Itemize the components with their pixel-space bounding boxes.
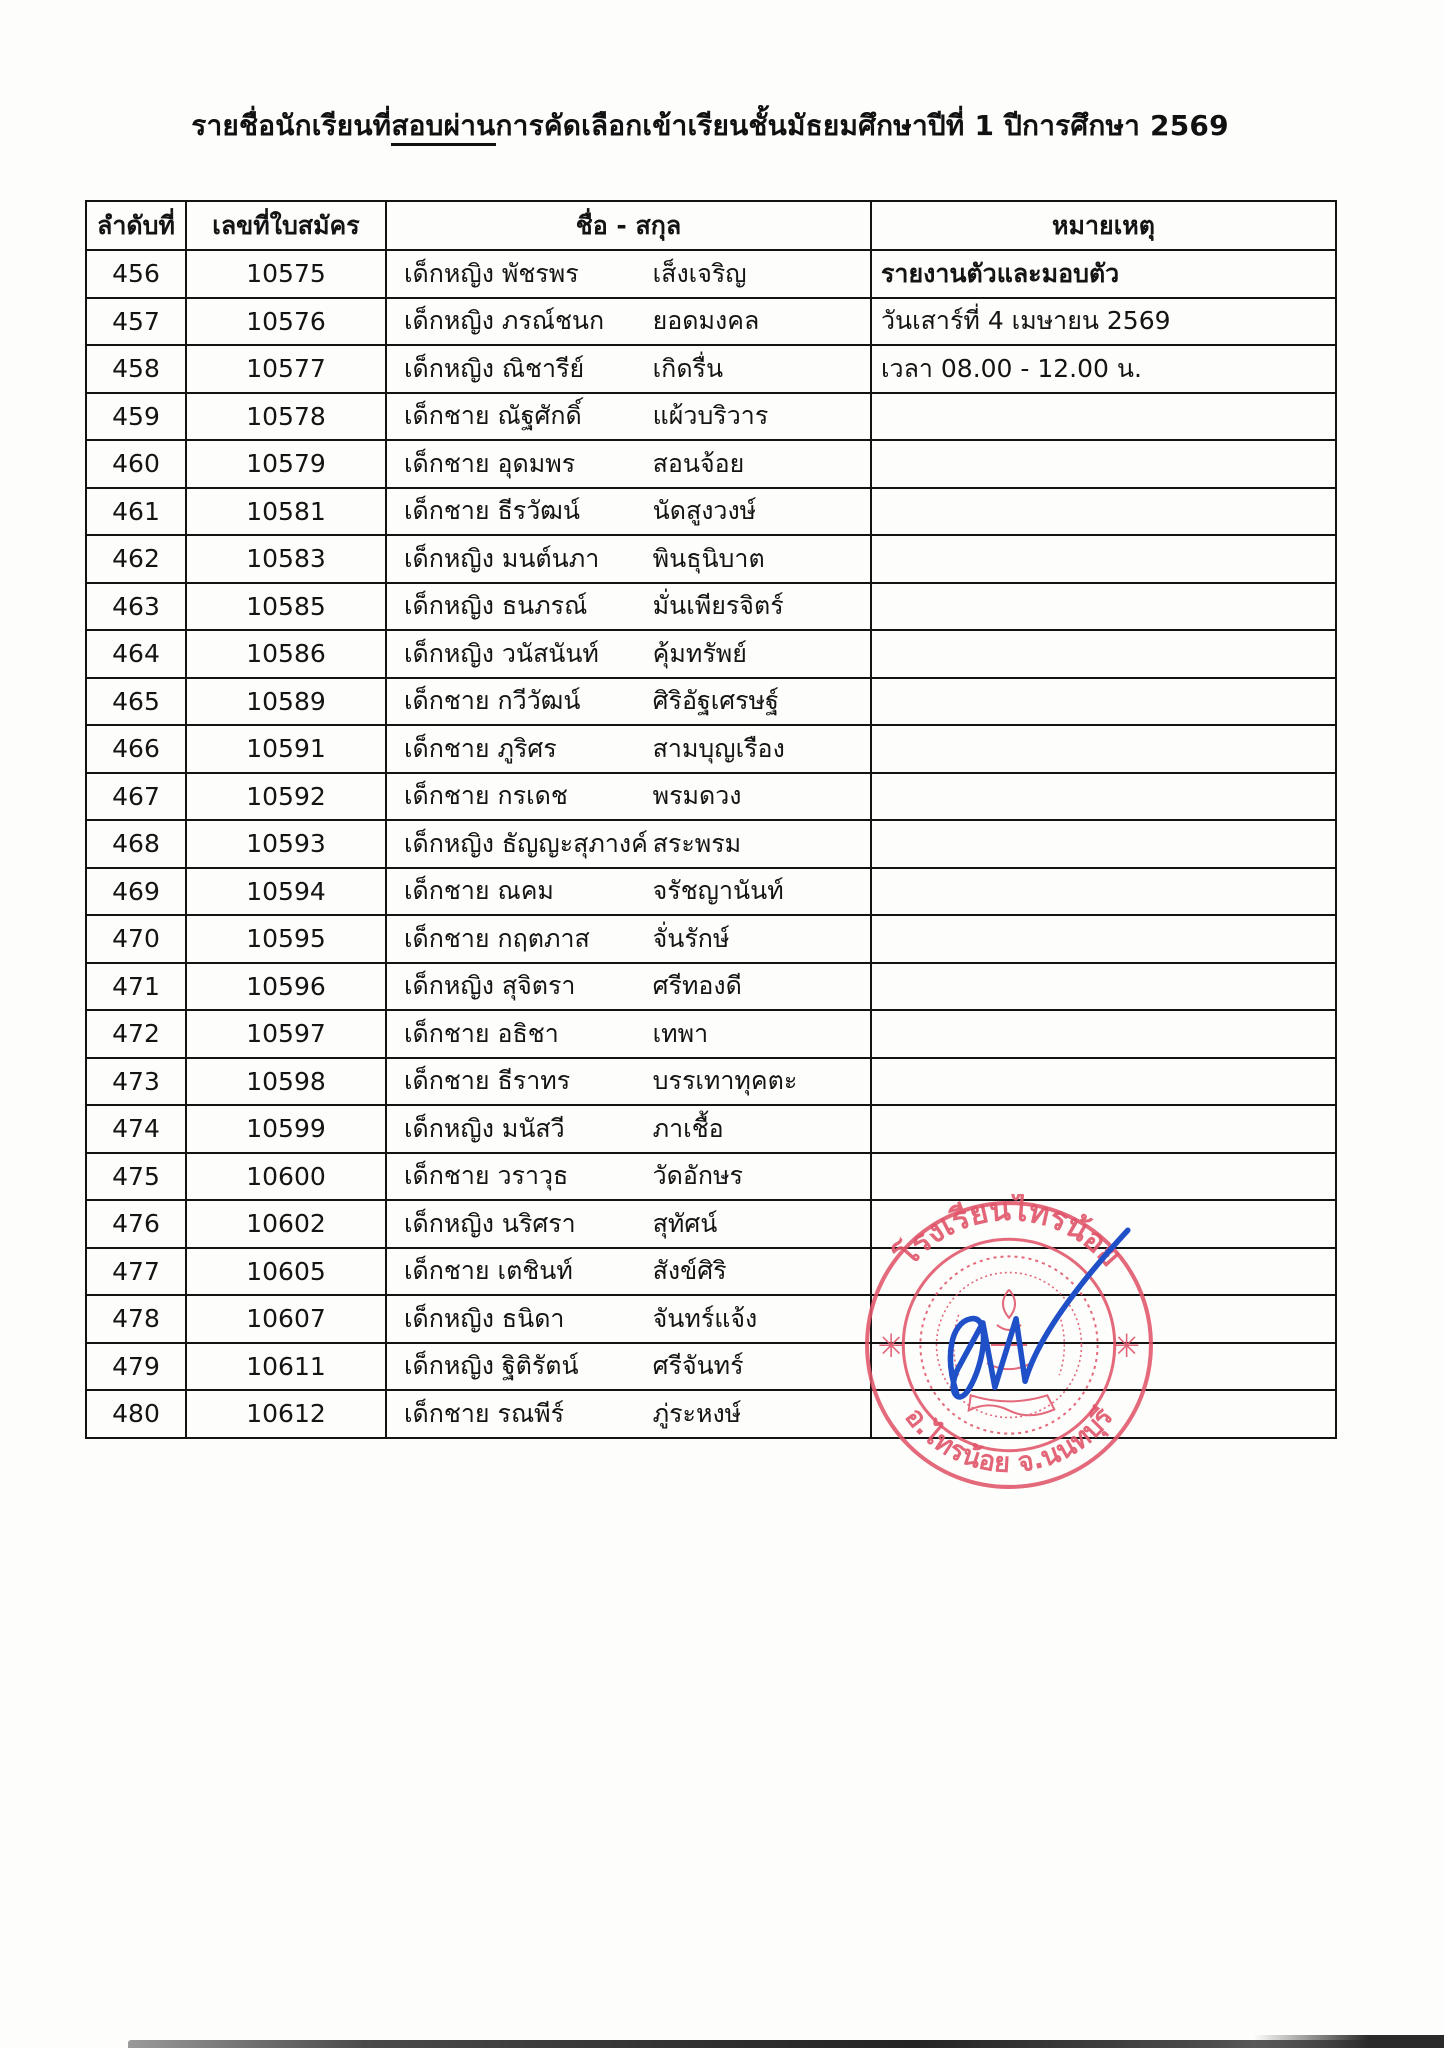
rank-cell: 464: [86, 630, 186, 678]
page-title: [85, 104, 1335, 148]
student-title-firstname: เด็กชาย ณัฐศักดิ์: [404, 401, 582, 431]
application-number-cell: 10612: [186, 1390, 386, 1438]
remark-cell: [871, 393, 1336, 441]
rank-cell: 459: [86, 393, 186, 441]
student-name-cell: [386, 1010, 871, 1058]
table-row: [86, 1248, 1336, 1296]
table-row: [86, 915, 1336, 963]
student-name-cell: [386, 298, 871, 346]
rank-cell: 467: [86, 773, 186, 821]
student-name-cell: [386, 488, 871, 536]
application-number-cell: 10583: [186, 535, 386, 583]
student-title-firstname: เด็กหญิง ธนิดา: [404, 1303, 565, 1333]
student-surname: ภาเชื้อ: [652, 1113, 724, 1143]
student-table: [85, 200, 1337, 1439]
student-surname: เกิดรื่น: [652, 353, 724, 383]
remark-cell: [871, 1295, 1336, 1343]
table-row: [86, 298, 1336, 346]
remark-cell: รายงานตัวและมอบตัว: [871, 250, 1336, 298]
student-title-firstname: เด็กหญิง ธนภรณ์: [404, 591, 588, 621]
student-name-cell: [386, 1390, 871, 1438]
remark-cell: [871, 868, 1336, 916]
page-title-underlined: สอบผ่าน: [391, 109, 495, 146]
student-surname: เส็งเจริญ: [652, 258, 747, 288]
table-row: [86, 535, 1336, 583]
application-number-cell: 10586: [186, 630, 386, 678]
student-name-cell: [386, 725, 871, 773]
rank-cell: 473: [86, 1058, 186, 1106]
remark-cell: [871, 583, 1336, 631]
remark-cell: [871, 1200, 1336, 1248]
student-title-firstname: เด็กชาย กวีวัฒน์: [404, 686, 581, 716]
remark-cell: [871, 773, 1336, 821]
student-name-cell: [386, 868, 871, 916]
header-rank: ลำดับที่: [86, 201, 186, 250]
remark-cell: [871, 915, 1336, 963]
scan-edge-corner-artifact: [1254, 2035, 1444, 2048]
header-name-surname: ชื่อ - สกุล: [386, 201, 871, 250]
application-number-cell: 10578: [186, 393, 386, 441]
student-title-firstname: เด็กหญิง มนต์นภา: [404, 543, 600, 573]
student-title-firstname: เด็กหญิง สุจิตรา: [404, 971, 576, 1001]
application-number-cell: 10592: [186, 773, 386, 821]
table-row: [86, 678, 1336, 726]
rank-cell: 479: [86, 1343, 186, 1391]
application-number-cell: 10607: [186, 1295, 386, 1343]
rank-cell: 460: [86, 440, 186, 488]
student-name-cell: [386, 440, 871, 488]
table-row: [86, 963, 1336, 1011]
rank-cell: 466: [86, 725, 186, 773]
remark-cell: [871, 1248, 1336, 1296]
table-row: [86, 1343, 1336, 1391]
student-surname: ศรีทองดี: [652, 971, 742, 1001]
remark-cell: [871, 488, 1336, 536]
table-row: [86, 1390, 1336, 1438]
student-surname: สระพรม: [652, 828, 742, 858]
table-row: [86, 250, 1336, 298]
rank-cell: 472: [86, 1010, 186, 1058]
student-title-firstname: เด็กชาย อุดมพร: [404, 448, 576, 478]
application-number-cell: 10597: [186, 1010, 386, 1058]
student-name-cell: [386, 393, 871, 441]
student-surname: เทพา: [652, 1018, 709, 1048]
rank-cell: 471: [86, 963, 186, 1011]
application-number-cell: 10605: [186, 1248, 386, 1296]
table-row: [86, 1058, 1336, 1106]
table-row: [86, 868, 1336, 916]
rank-cell: 465: [86, 678, 186, 726]
application-number-cell: 10599: [186, 1105, 386, 1153]
student-surname: ยอดมงคล: [652, 306, 760, 336]
student-title-firstname: เด็กชาย กรเดช: [404, 781, 568, 811]
rank-cell: 476: [86, 1200, 186, 1248]
header-remark: หมายเหตุ: [871, 201, 1336, 250]
student-name-cell: [386, 963, 871, 1011]
student-title-firstname: เด็กชาย ณคม: [404, 876, 554, 906]
student-surname: แผ้วบริวาร: [652, 401, 769, 431]
application-number-cell: 10602: [186, 1200, 386, 1248]
student-surname: คุ้มทรัพย์: [652, 638, 747, 668]
application-number-cell: 10611: [186, 1343, 386, 1391]
remark-cell: [871, 678, 1336, 726]
student-name-cell: [386, 1058, 871, 1106]
student-title-firstname: เด็กชาย ธีรวัฒน์: [404, 496, 580, 526]
remark-cell: [871, 1390, 1336, 1438]
table-row: [86, 630, 1336, 678]
student-title-firstname: เด็กชาย เตชินท์: [404, 1256, 573, 1286]
student-name-cell: [386, 535, 871, 583]
student-name-cell: [386, 1200, 871, 1248]
student-title-firstname: เด็กหญิง ณิชารีย์: [404, 353, 585, 383]
student-surname: ศิริอัฐเศรษฐ์: [652, 686, 779, 716]
remark-cell: [871, 820, 1336, 868]
student-title-firstname: เด็กชาย กฤตภาส: [404, 923, 590, 953]
rank-cell: 457: [86, 298, 186, 346]
remark-cell: [871, 1343, 1336, 1391]
table-header-row: [86, 201, 1336, 250]
page-title-post: การคัดเลือกเข้าเรียนชั้นมัธยมศึกษาปีที่ 1 ปีการศึกษา 2569: [495, 109, 1229, 142]
student-surname: ศรีจันทร์: [652, 1351, 744, 1381]
student-title-firstname: เด็กหญิง ฐิติรัตน์: [404, 1351, 579, 1381]
remark-cell: [871, 630, 1336, 678]
remark-cell: [871, 725, 1336, 773]
rank-cell: 470: [86, 915, 186, 963]
stamp-arc-bottom-text: อ.ไทรน้อย จ.นนทบุรี: [898, 1401, 1120, 1480]
rank-cell: 463: [86, 583, 186, 631]
student-surname: สามบุญเรือง: [652, 733, 785, 763]
table-row: [86, 440, 1336, 488]
rank-cell: 478: [86, 1295, 186, 1343]
student-name-cell: [386, 915, 871, 963]
student-title-firstname: เด็กหญิง นริศรา: [404, 1208, 576, 1238]
rank-cell: 462: [86, 535, 186, 583]
stamp-arc-top-text: โรงเรียนไทรน้อย: [889, 1194, 1129, 1274]
student-title-firstname: เด็กหญิง พัชรพร: [404, 258, 579, 288]
table-row: [86, 393, 1336, 441]
student-title-firstname: เด็กชาย ธีราทร: [404, 1066, 571, 1096]
student-name-cell: [386, 1295, 871, 1343]
table-row: [86, 773, 1336, 821]
student-surname: มั่นเพียรจิตร์: [652, 591, 784, 621]
rank-cell: 474: [86, 1105, 186, 1153]
table-row: [86, 1295, 1336, 1343]
student-surname: พินธุนิบาต: [652, 543, 765, 573]
remark-cell: [871, 1010, 1336, 1058]
stamp-star-left-icon: ✳: [877, 1327, 905, 1366]
rank-cell: 477: [86, 1248, 186, 1296]
student-title-firstname: เด็กหญิง มนัสวี: [404, 1113, 565, 1143]
application-number-cell: 10577: [186, 345, 386, 393]
application-number-cell: 10596: [186, 963, 386, 1011]
student-title-firstname: เด็กหญิง วนัสนันท์: [404, 638, 599, 668]
student-name-cell: [386, 250, 871, 298]
student-name-cell: [386, 1343, 871, 1391]
remark-cell: [871, 1058, 1336, 1106]
remark-cell: เวลา 08.00 - 12.00 น.: [871, 345, 1336, 393]
student-title-firstname: เด็กชาย ภูริศร: [404, 733, 557, 763]
application-number-cell: 10581: [186, 488, 386, 536]
student-surname: พรมดวง: [652, 781, 742, 811]
application-number-cell: 10589: [186, 678, 386, 726]
application-number-cell: 10594: [186, 868, 386, 916]
student-name-cell: [386, 820, 871, 868]
student-table-body: [86, 250, 1336, 1438]
student-name-cell: [386, 1153, 871, 1201]
student-name-cell: [386, 630, 871, 678]
student-surname: วัดอักษร: [652, 1161, 743, 1191]
table-row: [86, 725, 1336, 773]
student-surname: บรรเทาทุคตะ: [652, 1066, 798, 1096]
application-number-cell: 10593: [186, 820, 386, 868]
student-title-firstname: เด็กชาย รณพีร์: [404, 1398, 565, 1428]
student-surname: จันทร์แจ้ง: [652, 1303, 758, 1333]
remark-cell: [871, 1105, 1336, 1153]
table-row: [86, 820, 1336, 868]
remark-cell: [871, 440, 1336, 488]
student-name-cell: [386, 345, 871, 393]
student-name-cell: [386, 678, 871, 726]
remark-cell: [871, 1153, 1336, 1201]
page-title-pre: รายชื่อนักเรียนที่: [191, 109, 392, 142]
remark-cell: [871, 535, 1336, 583]
student-title-firstname: เด็กหญิง ภรณ์ชนก: [404, 306, 605, 336]
rank-cell: 458: [86, 345, 186, 393]
rank-cell: 469: [86, 868, 186, 916]
student-name-cell: [386, 773, 871, 821]
student-surname: สอนจ้อย: [652, 448, 745, 478]
table-row: [86, 1200, 1336, 1248]
student-title-firstname: เด็กชาย อธิชา: [404, 1018, 559, 1048]
rank-cell: 461: [86, 488, 186, 536]
student-name-cell: [386, 1105, 871, 1153]
rank-cell: 475: [86, 1153, 186, 1201]
remark-cell: วันเสาร์ที่ 4 เมษายน 2569: [871, 298, 1336, 346]
stamp-star-right-icon: ✳: [1113, 1327, 1141, 1366]
header-application-number: เลขที่ใบสมัคร: [186, 201, 386, 250]
rank-cell: 468: [86, 820, 186, 868]
student-surname: สังข์ศิริ: [652, 1256, 727, 1286]
student-title-firstname: เด็กหญิง ธัญญะสุภางค์: [404, 828, 648, 858]
application-number-cell: 10598: [186, 1058, 386, 1106]
student-surname: จั่นรักษ์: [652, 923, 730, 953]
application-number-cell: 10575: [186, 250, 386, 298]
scan-edge-artifact: [128, 2040, 1444, 2048]
application-number-cell: 10591: [186, 725, 386, 773]
application-number-cell: 10579: [186, 440, 386, 488]
remark-cell: [871, 963, 1336, 1011]
application-number-cell: 10585: [186, 583, 386, 631]
table-row: [86, 1010, 1336, 1058]
student-surname: สุทัศน์: [652, 1208, 718, 1238]
rank-cell: 456: [86, 250, 186, 298]
student-surname: ภู่ระหงษ์: [652, 1398, 742, 1428]
student-surname: นัดสูงวงษ์: [652, 496, 757, 526]
application-number-cell: 10600: [186, 1153, 386, 1201]
rank-cell: 480: [86, 1390, 186, 1438]
table-row: [86, 1153, 1336, 1201]
application-number-cell: 10576: [186, 298, 386, 346]
student-name-cell: [386, 1248, 871, 1296]
table-row: [86, 583, 1336, 631]
table-row: [86, 345, 1336, 393]
student-title-firstname: เด็กชาย วราวุธ: [404, 1161, 569, 1191]
table-row: [86, 488, 1336, 536]
student-name-cell: [386, 583, 871, 631]
table-row: [86, 1105, 1336, 1153]
student-surname: จรัชญานันท์: [652, 876, 784, 906]
application-number-cell: 10595: [186, 915, 386, 963]
